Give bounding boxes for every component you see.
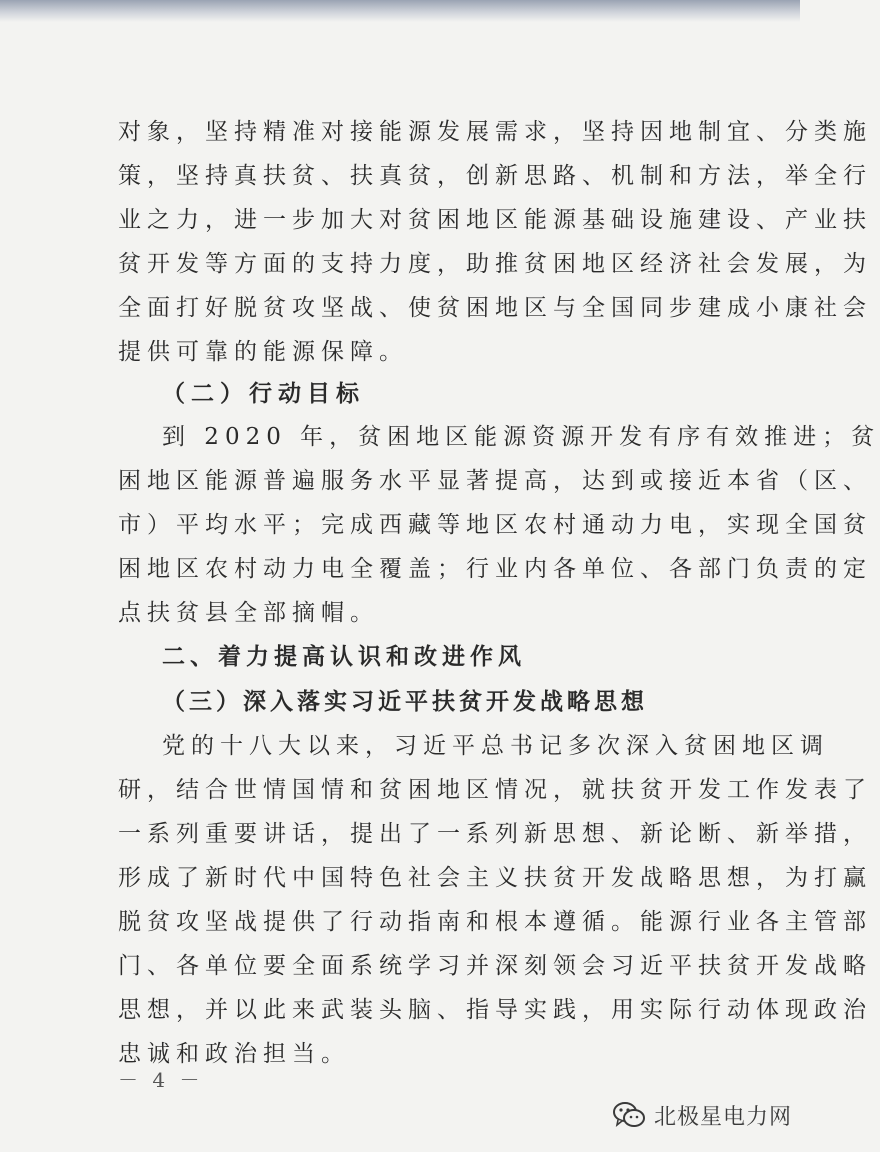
paragraph-3-line-2: 研，结合世情国情和贫困地区情况，就扶贫开发工作发表了 xyxy=(118,777,872,803)
paragraph-1-line-1: 对象，坚持精准对接能源发展需求，坚持因地制宜、分类施 xyxy=(118,119,872,145)
wechat-icon xyxy=(612,1101,646,1129)
paragraph-1-line-2: 策，坚持真扶贫、扶真贫，创新思路、机制和方法，举全行 xyxy=(118,163,872,189)
paragraph-2-line-5: 点扶贫县全部摘帽。 xyxy=(118,600,379,626)
paragraph-2-line-3: 市）平均水平；完成西藏等地区农村通动力电，实现全国贫 xyxy=(118,512,872,538)
paragraph-3-line-8: 忠诚和政治担当。 xyxy=(118,1041,350,1067)
paragraph-1-line-4: 贫开发等方面的支持力度，助推贫困地区经济社会发展，为 xyxy=(118,251,872,277)
paragraph-3-line-6: 门、各单位要全面系统学习并深刻领会习近平扶贫开发战略 xyxy=(118,953,872,979)
paragraph-3-line-1: 党的十八大以来，习近平总书记多次深入贫困地区调 xyxy=(162,733,829,759)
heading-action-goal: （二）行动目标 xyxy=(162,380,365,407)
paragraph-2-line-2: 困地区能源普遍服务水平显著提高，达到或接近本省（区、 xyxy=(118,468,872,494)
paragraph-3-line-7: 思想，并以此来武装头脑、指导实践，用实际行动体现政治 xyxy=(118,997,872,1023)
heading-subsection-3: （三）深入落实习近平扶贫开发战略思想 xyxy=(162,688,648,715)
paragraph-2-line-4: 困地区农村动力电全覆盖；行业内各单位、各部门负责的定 xyxy=(118,556,872,582)
watermark xyxy=(612,1100,792,1130)
page-number: － 4 － xyxy=(118,1068,204,1092)
paragraph-1-line-6: 提供可靠的能源保障。 xyxy=(118,339,408,365)
paragraph-3-line-5: 脱贫攻坚战提供了行动指南和根本遵循。能源行业各主管部 xyxy=(118,909,872,935)
paragraph-2-line-1: 到 2020 年，贫困地区能源资源开发有序有效推进；贫 xyxy=(162,424,880,450)
heading-section-2: 二、着力提高认识和改进作风 xyxy=(162,643,526,670)
paragraph-1-line-3: 业之力，进一步加大对贫困地区能源基础设施建设、产业扶 xyxy=(118,207,872,233)
paragraph-3-line-3: 一系列重要讲话，提出了一系列新思想、新论断、新举措， xyxy=(118,821,872,847)
watermark-text: 北极星电力网 xyxy=(654,1104,793,1130)
paragraph-1-line-5: 全面打好脱贫攻坚战、使贫困地区与全国同步建成小康社会 xyxy=(118,295,872,321)
paragraph-3-line-4: 形成了新时代中国特色社会主义扶贫开发战略思想，为打赢 xyxy=(118,865,872,891)
